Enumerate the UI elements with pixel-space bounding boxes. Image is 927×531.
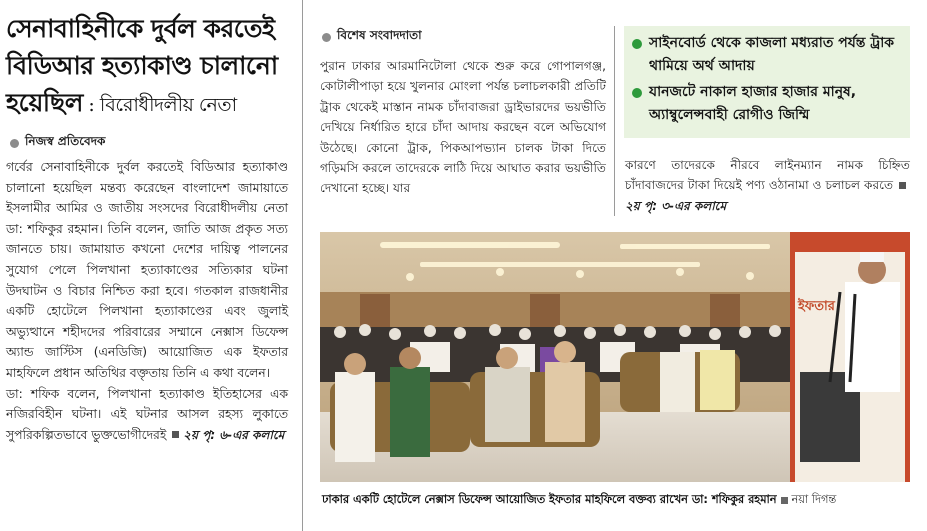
left-continuation[interactable] bbox=[170, 428, 284, 442]
left-paragraph-2: ডা: শফিক বলেন, পিলখানা হত্যাকাণ্ড ইতিহাসের এক নজিরবিহীন ঘটনা। এই ঘটনার আসল রহস্য লুকাতে সুপরিকল্পিতভাবে ভুক্তভোগীদেরই bbox=[6, 386, 288, 442]
highlight-box bbox=[624, 26, 910, 138]
column-divider bbox=[614, 26, 615, 216]
left-article-body bbox=[6, 157, 288, 445]
right-continuation-text: ২য় পৃ: ৩-এর কলামে bbox=[625, 198, 727, 213]
square-bullet-icon bbox=[899, 182, 906, 189]
left-byline bbox=[10, 133, 105, 153]
headline-subtitle: : বিরোধীদলীয় নেতা bbox=[82, 94, 237, 116]
middle-byline bbox=[322, 27, 422, 47]
left-paragraph-1: গর্বের সেনাবাহিনীকে দুর্বল করতেই বিডিআর হত্যাকাণ্ড চালানো হয়েছিল মন্তব্য করেছেন বাংলাদেশ জামায়াতে ইসলামীর আমির ও জাতীয় সংসদের বিরোধীদলীয় নেতা ডা: শফিকুর রহমান। তিনি বলেন, জাতি আজ প্রকৃত সত্য জানতে চায়। জামায়াত কখনো দেশের দায়িত্ব পালনের সুযোগ পেলে পিলখানা হত্যাকাণ্ডের সত্যিকার ঘটনা উদঘাটন ও বিচার নিশ্চিত করা হবে। গতকাল রাজধানীর একটি হোটেলে পিলখানা হত্যাকাণ্ডের এবং জুলাই অভ্যুত্থানে শহীদদের পরিবারের সম্মানে নেক্সাস ডিফেন্স অ্যান্ড জাস্টিস (এনডিজি) আয়োজিত এক ইফতার মাহফিলে প্রধান অতিথির বক্তৃতায় তিনি এ কথা বলেন। bbox=[6, 160, 288, 380]
headline-line-1: সেনাবাহিনীকে দুর্বল করতেই bbox=[6, 14, 275, 43]
square-bullet-icon bbox=[172, 431, 179, 438]
left-continuation-text: ২য় পৃ: ৬-এর কলামে bbox=[183, 427, 285, 442]
left-byline-text: নিজস্ব প্রতিবেদক bbox=[25, 134, 106, 148]
event-photo bbox=[320, 232, 910, 482]
event-photo-illustration bbox=[320, 232, 910, 482]
banner-text: ইফতার bbox=[798, 299, 835, 314]
middle-article-body: পুরান ঢাকার আরমানিটোলা থেকে শুরু করে গোপালগঞ্জ, কোটালীপাড়া হয়ে খুলনার মোংলা পর্যন্ত চলাচলকারী প্রতিটি ট্রাক থেকেই মাস্তান নামক চাঁদাবাজরা ড্রাইভারদের ভয়ভীতি দেখিয়ে নির্ধারিত হারে চাঁদা আদায় করছেন বলে অভিযোগ উঠেছে। কোনো ট্রাক, পিকআপভ্যান চালক টাকা দিতে গড়িমসি করলে তাদেরকে লাঠি দিয়ে আঘাত করার ভয়ভীতি দেখানো হচ্ছে। যার bbox=[320, 59, 606, 196]
bullet-icon bbox=[10, 139, 19, 148]
green-bullet-icon bbox=[632, 39, 642, 49]
right-article-text: কারণে তাদেরকে নীরবে লাইনম্যান নামক চিহ্নিত চাঁদাবাজদের টাকা দিয়েই পণ্য ওঠানামা ও চলাচল করতে bbox=[625, 158, 910, 193]
headline-line-2: বিডিআর হত্যাকাণ্ড চালানো bbox=[6, 51, 278, 80]
highlight-text-2: যানজটে নাকাল হাজার হাজার মানুষ, অ্যাম্বুলেন্সবাহী রোগীও জিম্মি bbox=[649, 84, 857, 123]
left-article-headline bbox=[6, 10, 306, 124]
headline-last-word: হয়েছিল bbox=[6, 88, 83, 117]
caption-text: ঢাকার একটি হোটেলে নেক্সাস ডিফেন্স আয়োজিত ইফতার মাহফিলে বক্তব্য রাখেন ডা: শফিকুর রহমান bbox=[322, 493, 777, 506]
photo-caption bbox=[322, 491, 922, 510]
photo-credit: নয়া দিগন্ত bbox=[791, 493, 837, 506]
right-article-body bbox=[625, 155, 910, 216]
highlight-item bbox=[632, 81, 902, 127]
highlight-item bbox=[632, 32, 902, 78]
highlight-text-1: সাইনবোর্ড থেকে কাজলা মধ্যরাত পর্যন্ত ট্রাক থামিয়ে অর্থ আদায় bbox=[649, 35, 895, 74]
column-divider bbox=[302, 0, 303, 531]
cut-off-headline-strip bbox=[322, 0, 927, 6]
bullet-icon bbox=[322, 33, 331, 42]
square-bullet-icon bbox=[781, 497, 788, 504]
middle-byline-text: বিশেষ সংবাদদাতা bbox=[337, 28, 422, 42]
headline-line-3 bbox=[6, 84, 306, 124]
green-bullet-icon bbox=[632, 88, 642, 98]
